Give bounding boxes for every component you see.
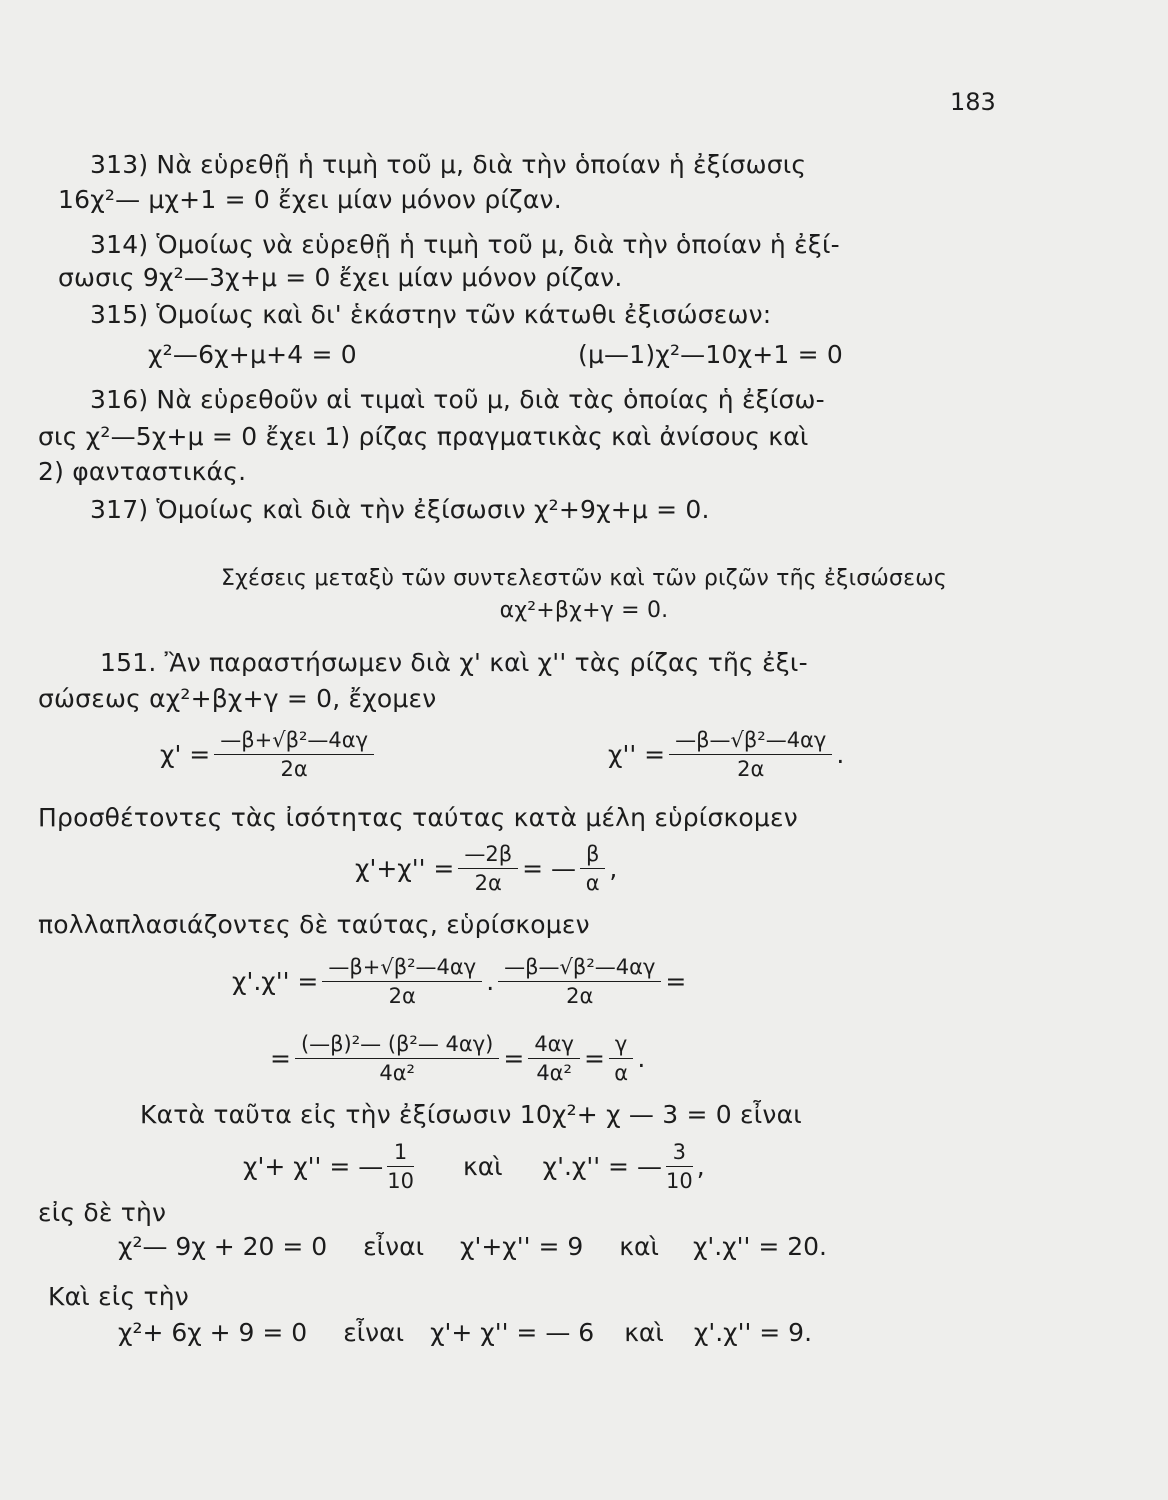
example-2-is: εἶναι (363, 1232, 425, 1261)
sum-fraction-1-denominator: 2α (474, 871, 502, 895)
exercise-317-line-1: 317) Ὁμοίως καὶ διὰ τὴν ἐξίσωσιν χ²+9χ+μ = 0. (90, 495, 710, 524)
exercise-315-equation-b: (μ—1)χ²—10χ+1 = 0 (578, 340, 844, 369)
sum-fraction-1 (458, 842, 518, 895)
sum-comma: , (609, 854, 618, 883)
exercise-316-line-2: σις χ²—5χ+μ = 0 ἔχει 1) ρίζας πραγματικὰς καὶ ἀνίσους καὶ (38, 422, 809, 451)
product-fraction-5 (609, 1032, 633, 1085)
example-2-equation: χ²— 9χ + 20 = 0 (118, 1232, 328, 1261)
section-title: Σχέσεις μεταξὺ τῶν συντελεστῶν καὶ τῶν ριζῶν τῆς ἐξισώσεως (221, 566, 947, 591)
root-x1-lhs: χ' = (160, 740, 211, 769)
example-1-intro: Κατὰ ταῦτα εἰς τὴν ἐξίσωσιν 10χ²+ χ — 3 = 0 εἶναι (140, 1100, 802, 1129)
product-fraction-1-numerator: —β+√β²—4αγ (322, 955, 482, 982)
example-2-intro: εἰς δὲ τὴν (38, 1198, 167, 1227)
root-x2-equation (608, 728, 844, 781)
exercise-313-line-2: 16χ²— μχ+1 = 0 ἔχει μίαν μόνον ρίζαν. (58, 185, 562, 214)
sum-mid: = — (522, 854, 577, 883)
product-equation-1 (232, 955, 686, 1008)
product-fraction-3 (295, 1032, 499, 1085)
paragraph-151-line-1 (100, 648, 808, 677)
root-x2-lhs: χ'' = (608, 740, 666, 769)
product-lhs: χ'.χ'' = (232, 967, 319, 996)
example-3-intro: Καὶ εἰς τὴν (48, 1282, 189, 1311)
exercise-315-equation-a: χ²—6χ+μ+4 = 0 (148, 340, 357, 369)
product-equals-2: = (503, 1044, 525, 1073)
root-x2-numerator: —β—√β²—4αγ (669, 728, 832, 755)
product-fraction-3-numerator: (—β)²— (β²— 4αγ) (295, 1032, 499, 1059)
product-fraction-4-numerator: 4αγ (528, 1032, 580, 1059)
example-3-sum: χ'+ χ'' = — 6 (430, 1318, 595, 1347)
product-fraction-2-numerator: —β—√β²—4αγ (498, 955, 661, 982)
exercise-314-line-1: 314) Ὁμοίως νὰ εὑρεθῇ ἡ τιμὴ τοῦ μ, διὰ τὴν ὁποίαν ἡ ἐξί- (90, 230, 840, 259)
root-x1-denominator: 2α (280, 757, 308, 781)
example-1-sum-numerator: 1 (387, 1140, 414, 1167)
example-2-product: χ'.χ'' = 20. (692, 1232, 827, 1261)
sum-fraction-2-numerator: β (580, 842, 605, 869)
example-1-product-denominator: 10 (665, 1169, 693, 1193)
paragraph-151-line-2: σώσεως αχ²+βχ+γ = 0, ἔχομεν (38, 684, 437, 713)
product-equals-start: = (270, 1044, 291, 1073)
example-1-results (243, 1140, 705, 1193)
product-fraction-1-denominator: 2α (388, 984, 416, 1008)
example-3-and: καὶ (624, 1318, 664, 1347)
root-x2-fraction (669, 728, 832, 781)
paragraph-151-text: 151. Ἂν παραστήσωμεν διὰ χ' καὶ χ'' τὰς ρίζας τῆς ἐξι- (100, 648, 808, 677)
sum-lhs: χ'+χ'' = (355, 854, 455, 883)
example-3-equation: χ²+ 6χ + 9 = 0 (118, 1318, 308, 1347)
root-x2-period: . (836, 740, 845, 769)
product-equation-2 (270, 1032, 645, 1085)
root-x1-numerator: —β+√β²—4αγ (214, 728, 374, 755)
root-x1-equation (160, 728, 378, 781)
section-equation: αχ²+βχ+γ = 0. (499, 598, 669, 623)
exercise-316-line-1: 316) Νὰ εὑρεθοῦν αἱ τιμαὶ τοῦ μ, διὰ τὰς ὁποίας ἡ ἐξίσω- (90, 385, 825, 414)
product-fraction-2 (498, 955, 661, 1008)
example-1-product-fraction (666, 1140, 693, 1193)
exercise-315-line-1: 315) Ὁμοίως καὶ δι' ἑκάστην τῶν κάτωθι ἐξισώσεων: (90, 300, 772, 329)
sum-fraction-1-numerator: —2β (458, 842, 518, 869)
product-fraction-5-denominator: α (614, 1061, 629, 1085)
root-x2-denominator: 2α (737, 757, 765, 781)
example-1-sum-denominator: 10 (387, 1169, 414, 1193)
exercise-313-line-1: 313) Νὰ εὑρεθῇ ἡ τιμὴ τοῦ μ, διὰ τὴν ὁποίαν ἡ ἐξίσωσις (90, 150, 807, 179)
example-1-and: καὶ (462, 1152, 503, 1181)
example-2-sum: χ'+χ'' = 9 (460, 1232, 584, 1261)
page-number: 183 (950, 88, 996, 116)
example-2-results (118, 1232, 827, 1261)
product-fraction-3-denominator: 4α² (379, 1061, 415, 1085)
example-3-results (118, 1318, 812, 1347)
example-3-product: χ'.χ'' = 9. (693, 1318, 813, 1347)
example-1-product-numerator: 3 (666, 1140, 693, 1167)
sum-fraction-2 (580, 842, 605, 895)
sum-fraction-2-denominator: α (585, 871, 600, 895)
example-1-sum-fraction (387, 1140, 414, 1193)
multiplying-text: πολλαπλασιάζοντες δὲ ταύτας, εὑρίσκομεν (38, 910, 590, 939)
adding-text: Προσθέτοντες τὰς ἰσότητας ταύτας κατὰ μέλη εὑρίσκομεν (38, 803, 798, 832)
product-equals-3: = (583, 1044, 605, 1073)
example-3-is: εἶναι (343, 1318, 405, 1347)
example-1-product-lhs: χ'.χ'' = — (542, 1152, 662, 1181)
root-x1-fraction (214, 728, 374, 781)
product-dot: . (486, 967, 495, 996)
product-fraction-4-denominator: 4α² (536, 1061, 572, 1085)
product-fraction-4 (528, 1032, 580, 1085)
sum-equation (355, 842, 617, 895)
exercise-316-line-3: 2) φανταστικάς. (38, 457, 247, 486)
exercise-314-line-2: σωσις 9χ²—3χ+μ = 0 ἔχει μίαν μόνον ρίζαν. (58, 263, 623, 292)
product-fraction-5-numerator: γ (609, 1032, 633, 1059)
example-1-sum-lhs: χ'+ χ'' = — (243, 1152, 384, 1181)
example-1-product-comma: , (696, 1152, 705, 1181)
example-2-and: καὶ (619, 1232, 659, 1261)
product-fraction-2-denominator: 2α (566, 984, 594, 1008)
product-equals-end: = (665, 967, 687, 996)
product-fraction-1 (322, 955, 482, 1008)
product-period: . (637, 1044, 646, 1073)
